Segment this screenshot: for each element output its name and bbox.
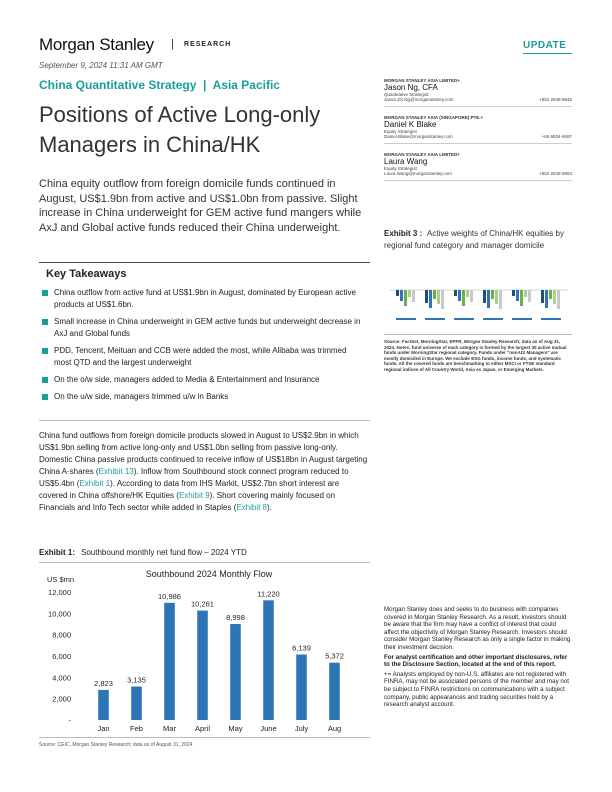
y-tick-label: 8,000 (52, 630, 71, 640)
analyst-firm: MORGAN STANLEY ASIA LIMITED+ (384, 78, 460, 83)
bar-value-label: 2,823 (94, 678, 113, 688)
x-tick-label: Feb (130, 724, 143, 733)
analyst-firm: MORGAN STANLEY ASIA LIMITED+ (384, 152, 460, 157)
analyst-name: Laura Wang (384, 157, 428, 166)
analyst-name: Daniel K Blake (384, 120, 437, 129)
analyst-role: Quantitative Strategist (384, 92, 429, 97)
x-tick-label: July (294, 724, 309, 733)
bar-june (263, 600, 274, 720)
chart-title: Southbound 2024 Monthly Flow (145, 569, 273, 579)
thumbnail-bar (458, 290, 461, 301)
thumbnail-bar (425, 290, 428, 303)
bar-aug (329, 663, 340, 720)
thumbnail-bar (404, 290, 407, 306)
bar-value-label: 6,139 (292, 643, 311, 653)
chart-bars (94, 589, 344, 733)
bar-value-label: 10,261 (191, 599, 214, 609)
analyst-name: Jason Ng, CFA (384, 83, 438, 92)
thumbnail-bar (462, 290, 465, 306)
bullet-square-icon (42, 377, 48, 383)
exhibit-3-heading (384, 228, 572, 252)
y-tick-label: 2,000 (52, 694, 71, 704)
analyst-contact (384, 97, 572, 102)
morgan-stanley-logo: Morgan Stanley (39, 35, 154, 54)
takeaway-item (42, 345, 362, 369)
x-tick-label: Mar (163, 724, 176, 733)
body-text: ). According to data from IHS Markit, US$2.7bn short interest are covered in China offshore/HK Equities ( (39, 479, 340, 500)
thumbnail-bar (433, 290, 436, 299)
thumbnail-bar (545, 290, 548, 308)
y-tick-label: 12,000 (48, 588, 71, 597)
disclosure-finra: += Analysts employed by non-U.S. affiliates are not registered with FINRA, may not be associated persons of the member and may not be subject to FINRA restrictions on communications with a subject company, public appearances and trading securities held by a research analyst account. (384, 670, 570, 709)
thumbnail-bar (499, 290, 502, 309)
takeaway-item (42, 316, 362, 340)
body-text: China fund outflows from foreign domicile products slowed in August to US$2.9bn in which US$1.9bn selling from active long-only and US$1.0bn selling from passive long-only. Domestic China passive products continued to receive inflow of US$18bn in August targeting China A-shares ( (39, 431, 368, 476)
thumbnail-axis-label (425, 318, 445, 320)
analyst-card (384, 152, 572, 181)
research-label: RESEARCH (184, 41, 232, 48)
bar-july (296, 655, 307, 720)
southbound-flow-chart (39, 565, 359, 737)
analyst-divider (384, 143, 572, 144)
thumbnail-bar (557, 290, 560, 309)
thumbnail-bar (541, 290, 544, 303)
exhibit-3-rule (384, 334, 572, 335)
exhibit-3-caption: Active weights of China/HK equities by regional fund category and manager domicile (384, 229, 564, 250)
bar-feb (131, 687, 142, 720)
body-paragraph (39, 430, 369, 514)
thumbnail-bar (524, 290, 527, 297)
bar-value-label: 3,135 (127, 675, 146, 685)
takeaway-text: Small increase in China underweight in GEM active funds but underweight decrease in AxJ and Global funds (54, 317, 361, 338)
bullet-square-icon (42, 319, 48, 325)
analyst-phone: +852 2848-6853 (539, 171, 572, 176)
x-tick-label: Aug (327, 724, 342, 733)
exhibit-1-link[interactable]: Exhibit 1 (79, 479, 111, 488)
thumbnail-axis-label (483, 318, 503, 320)
thumbnail-bar (408, 290, 411, 297)
report-date: September 9, 2024 11:31 AM GMT (39, 61, 163, 70)
takeaway-text: China outflow from active fund at US$1.9bn in August, dominated by European active products at US$1.6bn. (54, 288, 356, 309)
analyst-divider (384, 180, 572, 181)
thumbnail-bar (520, 290, 523, 306)
bar-may (230, 624, 241, 720)
key-takeaways-list (42, 287, 362, 408)
exhibit-1-rule (39, 562, 370, 563)
thumbnail-axis-label (512, 318, 532, 320)
report-title: Positions of Active Long-only Managers in China/HK (39, 102, 321, 157)
exhibit-1-source: Source: CEIC, Morgan Stanley Research; data as of August 31, 2024 (39, 742, 193, 748)
analyst-firm: MORGAN STANLEY ASIA (SINGAPORE) PTE.+ (384, 115, 484, 120)
strategy-heading: China Quantitative Strategy | Asia Pacific (39, 78, 280, 92)
thumbnail-bar (470, 290, 473, 302)
thumbnail-bar (454, 290, 457, 296)
body-text: ). (267, 503, 272, 512)
thumbnail-bar (400, 290, 403, 301)
report-intro: China equity outflow from foreign domicile funds continued in August, US$1.9bn from active and US$1.0bn from passive. Slight increase in China underweight for GEM active fund mangers while AxJ and Global active funds reduced their China underweight. (39, 178, 362, 235)
bullet-square-icon (42, 348, 48, 354)
exhibit-1-heading (39, 548, 247, 557)
disclosure-certification: For analyst certification and other important disclosures, refer to the Disclosure Section, located at the end of this report. (384, 653, 568, 669)
exhibit-1-caption: Southbound monthly net fund flow – 2024 YTD (81, 548, 247, 557)
bar-jan (98, 690, 109, 720)
bullet-square-icon (42, 290, 48, 296)
key-takeaways-bottom-rule (39, 420, 370, 421)
thumbnail-axis-label (454, 318, 474, 320)
key-takeaways-title: Key Takeaways (46, 268, 127, 280)
disclosure-block (384, 606, 572, 711)
body-text: ). Short covering mainly focused on Financials and Info Tech sector while added in Staples ( (39, 491, 336, 512)
analyst-email[interactable]: Laura.Wang@morganstanley.com (384, 171, 452, 176)
thumbnail-bar (412, 290, 415, 302)
analyst-block (384, 78, 572, 181)
analyst-divider (384, 106, 572, 107)
analyst-card (384, 115, 572, 144)
analyst-contact (384, 134, 572, 139)
x-tick-label: May (228, 724, 243, 733)
exhibit-9-link[interactable]: Exhibit 9 (178, 491, 210, 500)
chart-axes (48, 588, 71, 725)
takeaway-text: PDD, Tencent, Meituan and CCB were added the most, while Alibaba was trimmed most QTD and the largest underweight (54, 346, 347, 367)
analyst-email[interactable]: Jason.ZX.Ng@morganstanley.com (384, 97, 454, 102)
thumbnail-bar (396, 290, 399, 296)
thumbnail-bar (491, 290, 494, 299)
thumbnail-bar (553, 290, 556, 304)
takeaway-item (42, 391, 362, 403)
analyst-email[interactable]: Daniel.Blake@morganstanley.com (384, 134, 453, 139)
analyst-phone: +65 6834-6597 (541, 134, 572, 139)
x-tick-label: June (260, 724, 277, 733)
exhibit-3-source: Source: FactSet, MorningStar, EPFR, Morgan Stanley Research; data as of Aug 31, 2024. Notes: fund universe of each category is formed by the largest 30 active mutual funds under MorningStar regional category. Funds under "non-US Managers" are mostly domiciled in Europe. We exclude ESG funds, income funds, and systematic funds. All the covered funds are benchmarking to either MSCI or FTSE standard regional indices of All Country World, Asia ex Japan, or Emerging Markets. (384, 339, 567, 372)
thumbnail-bar (512, 290, 515, 296)
exhibit-8-link[interactable]: Exhibit 8 (236, 503, 267, 512)
x-tick-label: Jan (97, 724, 110, 733)
exhibit-3-thumbnail-chart (384, 272, 572, 332)
chart-y-axis-label: US $mn (47, 575, 75, 584)
bar-value-label: 11,220 (257, 589, 280, 599)
bar-mar (164, 603, 175, 720)
thumbnail-bar (441, 290, 444, 309)
takeaway-text: On the o/w side, managers added to Media & Entertainment and Insurance (54, 375, 320, 384)
bar-april (197, 611, 208, 720)
takeaway-text: On the u/w side, managers trimmed u/w in Banks (54, 392, 229, 401)
bar-value-label: 10,986 (158, 591, 181, 601)
update-badge: UPDATE (523, 40, 567, 51)
thumbnail-bar (437, 290, 440, 304)
x-tick-label: April (194, 724, 211, 733)
thumbnail-axis-label (541, 318, 561, 320)
thumbnail-axis-label (396, 318, 416, 320)
analyst-role: Equity Strategist (384, 166, 417, 171)
key-takeaways-rule (39, 262, 370, 263)
thumbnail-bar (429, 290, 432, 308)
thumbnail-bar (483, 290, 486, 303)
thumbnail-bar (495, 290, 498, 304)
exhibit-1-label: Exhibit 1: (39, 548, 76, 557)
takeaway-item (42, 374, 362, 386)
disclosure-conflict: Morgan Stanley does and seeks to do business with companies covered in Morgan Stanley Research. As a result, investors should be aware that the firm may have a conflict of interest that could affect the objectivity of Morgan Stanley Research. Investors should consider Morgan Stanley Research as only a single factor in making their investment decision. (384, 606, 571, 651)
thumbnail-bar (528, 290, 531, 302)
thumbnail-bar (466, 290, 469, 297)
analyst-card (384, 78, 572, 107)
y-tick-label: 10,000 (48, 609, 71, 619)
analyst-contact (384, 171, 572, 176)
thumbnail-bar (487, 290, 490, 308)
thumbnail-bars (396, 290, 561, 320)
takeaway-item (42, 287, 362, 311)
header-separator: | (171, 38, 174, 50)
bar-value-label: 8,998 (226, 613, 245, 623)
bullet-square-icon (42, 394, 48, 400)
thumbnail-bar (549, 290, 552, 299)
exhibit-3-label: Exhibit 3 : (384, 229, 423, 238)
y-tick-label: 4,000 (52, 673, 71, 683)
y-tick-label: - (68, 716, 71, 725)
analyst-phone: +852 2848-8845 (539, 97, 572, 102)
update-underline (523, 53, 572, 54)
y-tick-label: 6,000 (52, 652, 71, 661)
exhibit-1-bottom-rule (39, 737, 370, 738)
body-text: ). Inflow from Southbound stock connect program reduced to US$5.4bn ( (39, 467, 349, 488)
thumbnail-bar (516, 290, 519, 301)
exhibit-13-link[interactable]: Exhibit 13 (98, 467, 134, 476)
analyst-role: Equity Strategist (384, 129, 417, 134)
bar-value-label: 5,372 (325, 651, 344, 661)
